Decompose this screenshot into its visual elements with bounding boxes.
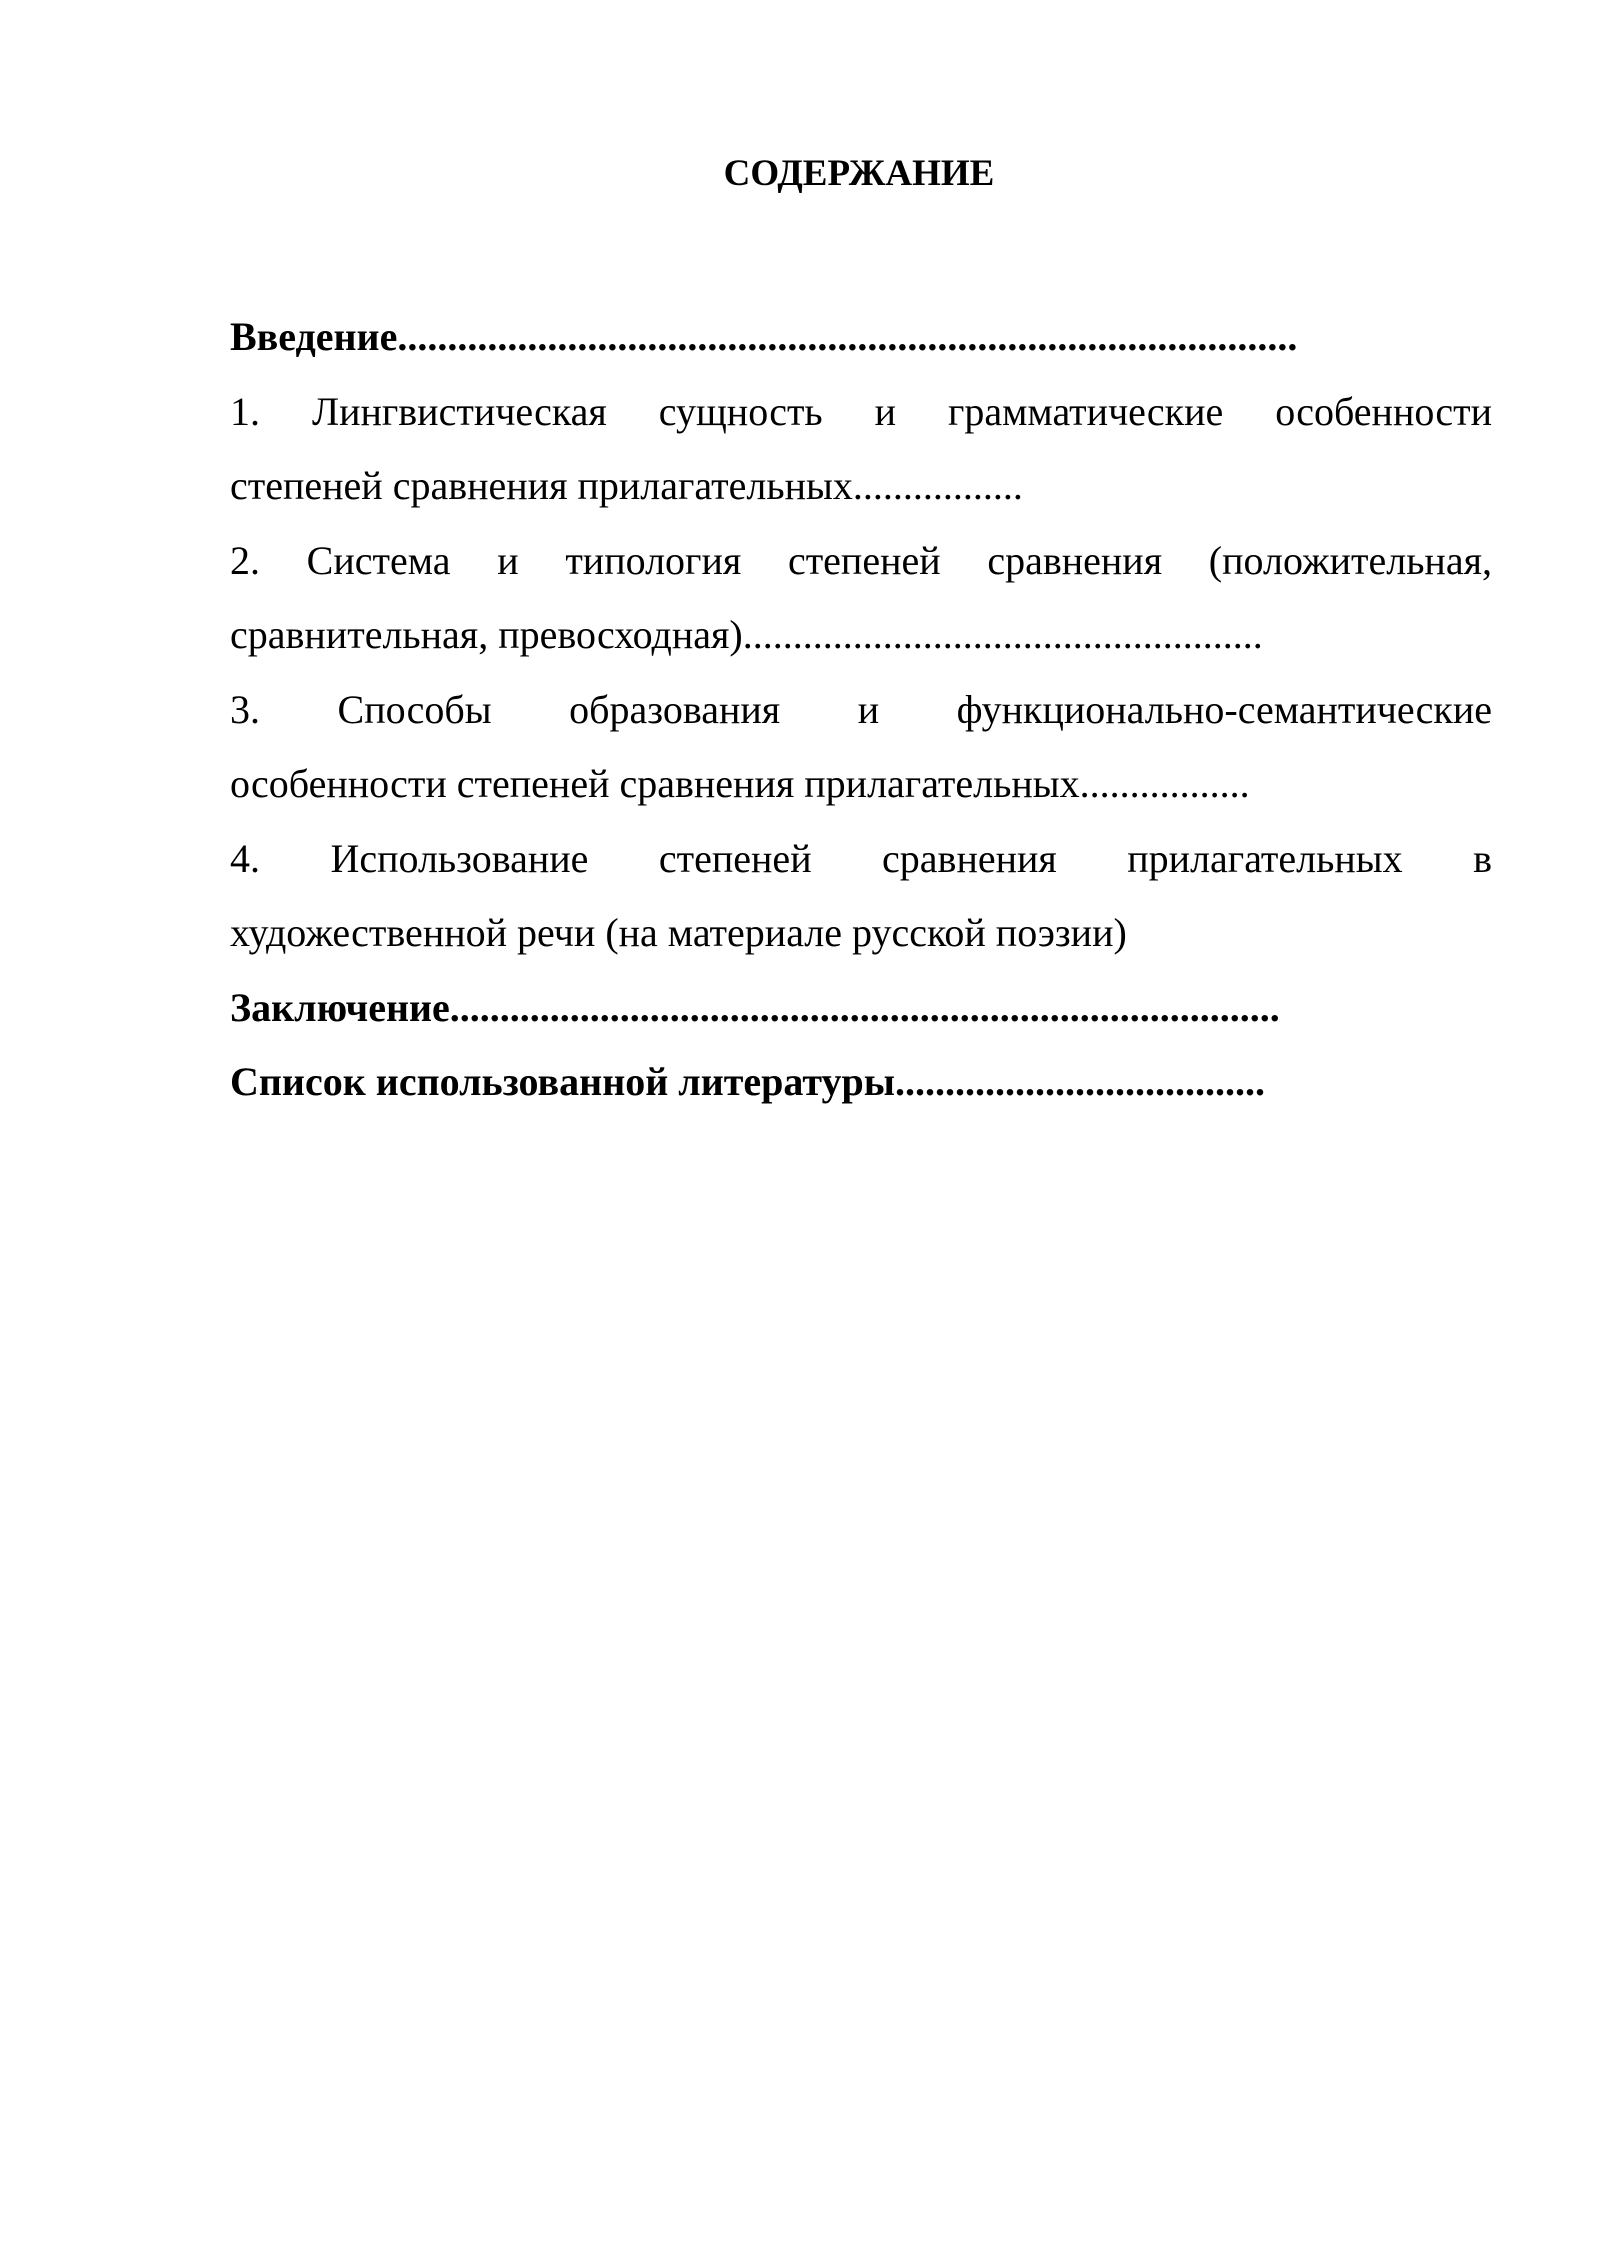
toc-entry-chapter-3 — [230, 673, 1492, 822]
toc-entry-chapter-2-line-2: сравнительная, превосходная).................................................... — [230, 612, 1263, 657]
toc-entry-chapter-3-line-1: 3. Способы образования и функционально-семантические — [230, 686, 1492, 732]
toc-entry-chapter-1-line-2: степеней сравнения прилагательных................. — [230, 463, 1023, 508]
toc-entry-chapter-4-line-2: художественной речи (на материале русской поэзии) — [230, 910, 1127, 955]
toc-entry-chapter-4 — [230, 822, 1492, 971]
toc-entry-chapter-2 — [230, 524, 1492, 673]
toc-entry-chapter-2-line-1: 2. Система и типология степеней сравнения (положительная, — [230, 537, 1492, 583]
toc-entry-introduction: Введение.......................................................................................... — [230, 314, 1298, 359]
toc-entry-references: Список использованной литературы..................................... — [230, 1059, 1265, 1104]
toc-entry-chapter-4-line-1: 4. Использование степеней сравнения прилагательных в — [230, 835, 1492, 881]
table-of-contents — [230, 300, 1492, 1120]
toc-entry-chapter-3-line-2: особенности степеней сравнения прилагательных................. — [230, 761, 1250, 806]
toc-entry-chapter-1 — [230, 375, 1492, 524]
page-title: СОДЕРЖАНИЕ — [723, 153, 995, 194]
toc-entry-chapter-1-line-1: 1. Лингвистическая сущность и грамматические особенности — [230, 388, 1492, 434]
toc-entry-conclusion: Заключение................................................................................... — [230, 984, 1280, 1030]
